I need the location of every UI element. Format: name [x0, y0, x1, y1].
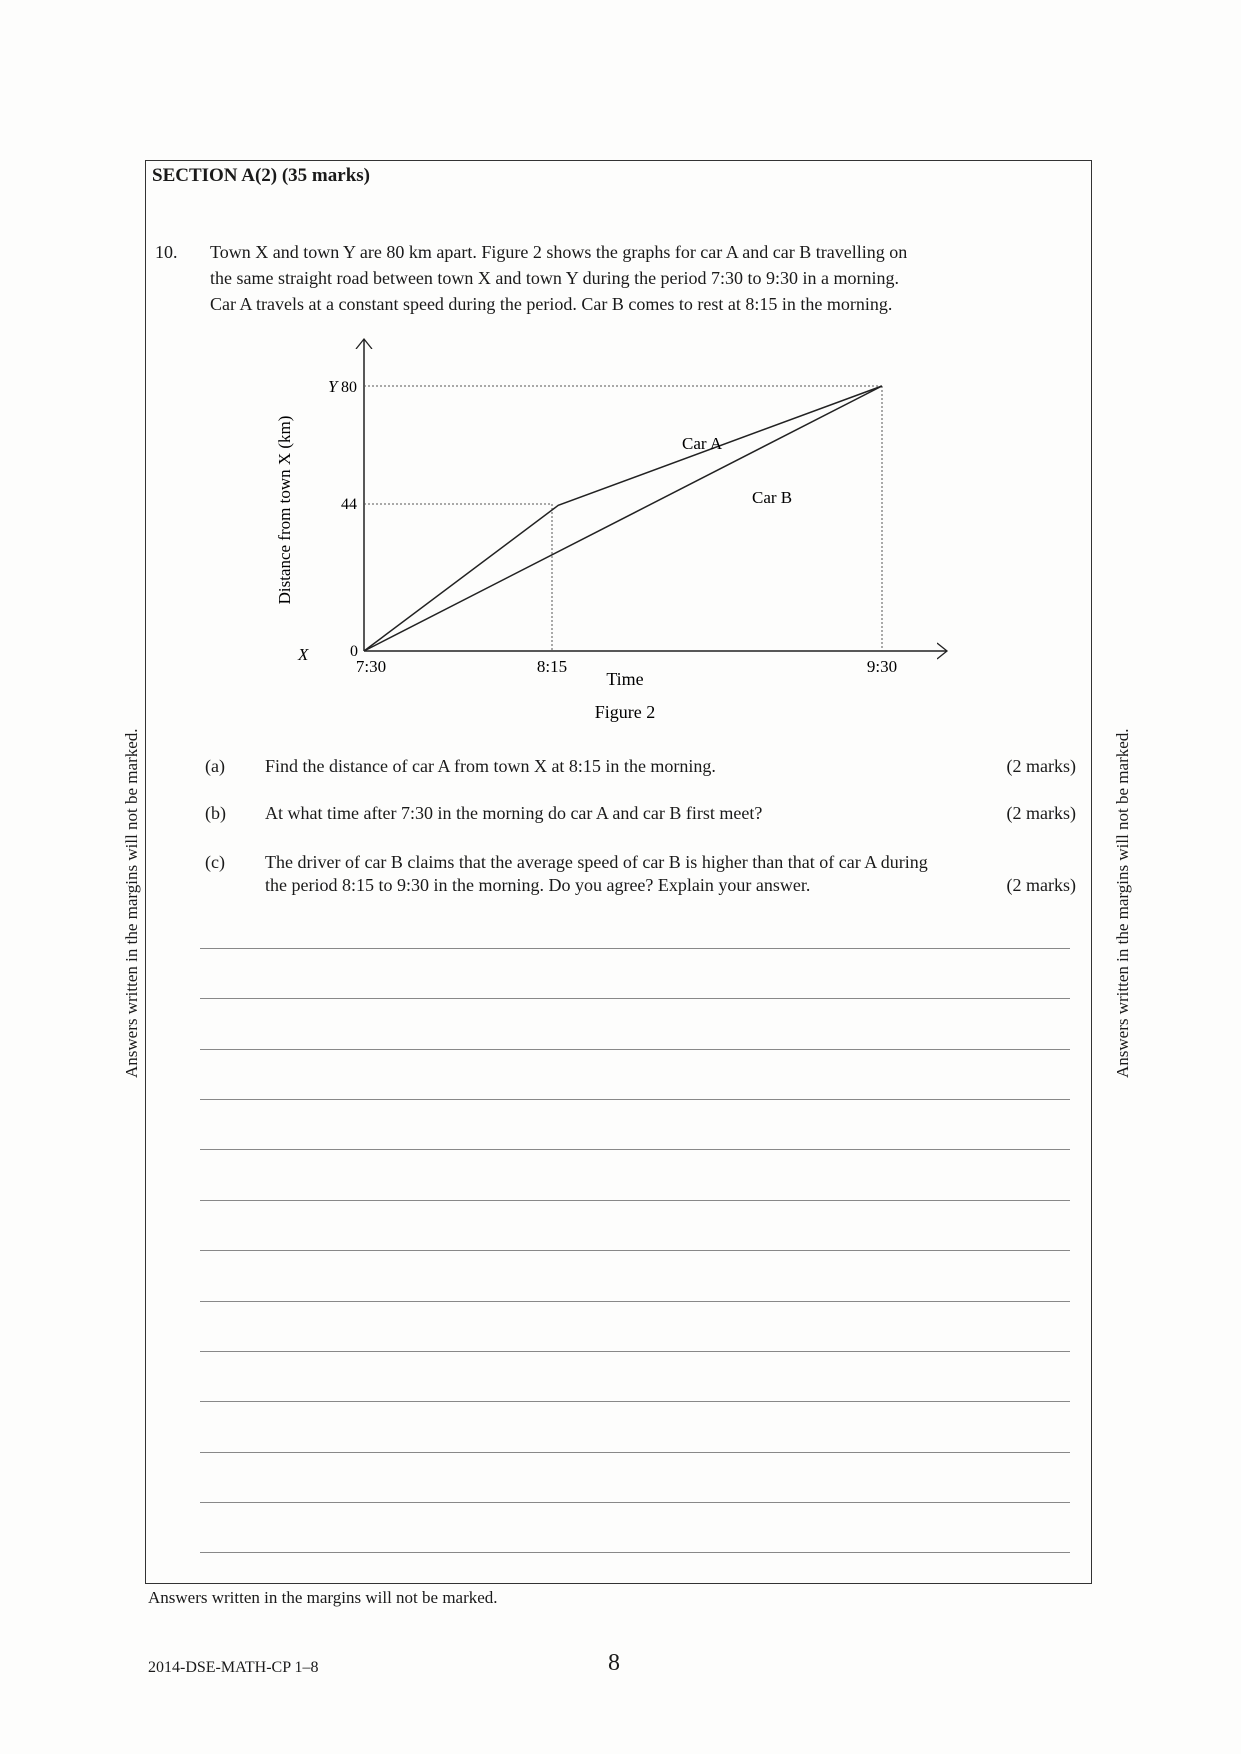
answer-line[interactable]: [200, 948, 1070, 949]
answer-line[interactable]: [200, 1099, 1070, 1100]
part-a-text: Find the distance of car A from town X at 8:15 in the morning.: [265, 756, 716, 776]
margin-note-left: Answers written in the margins will not be marked.: [122, 728, 141, 1078]
footer-code: 2014-DSE-MATH-CP 1–8: [148, 1659, 319, 1676]
x-tick-label-730: 7:30: [355, 657, 387, 676]
question-line-1: Town X and town Y are 80 km apart. Figure 2 shows the graphs for car A and car B travelling on: [210, 242, 908, 262]
part-a-marks: (2 marks): [1006, 756, 1076, 776]
answer-line[interactable]: [200, 1049, 1070, 1050]
answer-line[interactable]: [200, 1502, 1070, 1503]
answer-line[interactable]: [200, 1149, 1070, 1150]
part-a-label: (a): [205, 756, 225, 776]
figure-caption: Figure 2: [594, 702, 656, 722]
series-line-car-a: [364, 386, 882, 651]
page-number: 8: [608, 1650, 620, 1676]
part-c-label: (c): [205, 852, 225, 872]
y-tick-label-80: 80: [341, 379, 357, 396]
bottom-note: Answers written in the margins will not be marked.: [148, 1588, 498, 1607]
question-line-3: Car A travels at a constant speed during the period. Car B comes to rest at 8:15 in the morning.: [210, 294, 893, 314]
y-tick-label-44: 44: [341, 496, 357, 513]
answer-line[interactable]: [200, 1301, 1070, 1302]
margin-note-right: Answers written in the margins will not be marked.: [1113, 728, 1132, 1078]
answer-line[interactable]: [200, 1351, 1070, 1352]
answer-line[interactable]: [200, 1401, 1070, 1402]
y-tick-label-0: 0: [350, 643, 358, 660]
part-b-text: At what time after 7:30 in the morning do car A and car B first meet?: [265, 803, 763, 823]
y-axis-title: Distance from town X (km): [275, 415, 294, 605]
part-c-marks: (2 marks): [1006, 875, 1076, 895]
legend-car-b-label: Car B: [752, 488, 793, 507]
y-axis-bottom-label: X: [298, 645, 309, 664]
y-axis-top-label: Y: [328, 377, 338, 396]
answer-line[interactable]: [200, 1250, 1070, 1251]
answer-line[interactable]: [200, 1452, 1070, 1453]
section-title: SECTION A(2) (35 marks): [152, 165, 370, 186]
part-b-marks: (2 marks): [1006, 803, 1076, 823]
answer-line[interactable]: [200, 1552, 1070, 1553]
part-b-label: (b): [205, 803, 226, 823]
question-line-2: the same straight road between town X and town Y during the period 7:30 to 9:30 in a morning.: [210, 268, 900, 288]
question-number: 10.: [155, 242, 178, 262]
answer-line[interactable]: [200, 998, 1070, 999]
legend-car-a-label: Car A: [682, 434, 723, 453]
x-tick-label-815: 8:15: [536, 657, 568, 676]
x-axis-title: Time: [606, 669, 644, 689]
part-c-text-line-2: the period 8:15 to 9:30 in the morning. Do you agree? Explain your answer.: [265, 875, 811, 895]
part-c-text-line-1: The driver of car B claims that the average speed of car B is higher than that of car A during: [265, 852, 928, 872]
x-tick-label-930: 9:30: [866, 657, 898, 676]
answer-line[interactable]: [200, 1200, 1070, 1201]
